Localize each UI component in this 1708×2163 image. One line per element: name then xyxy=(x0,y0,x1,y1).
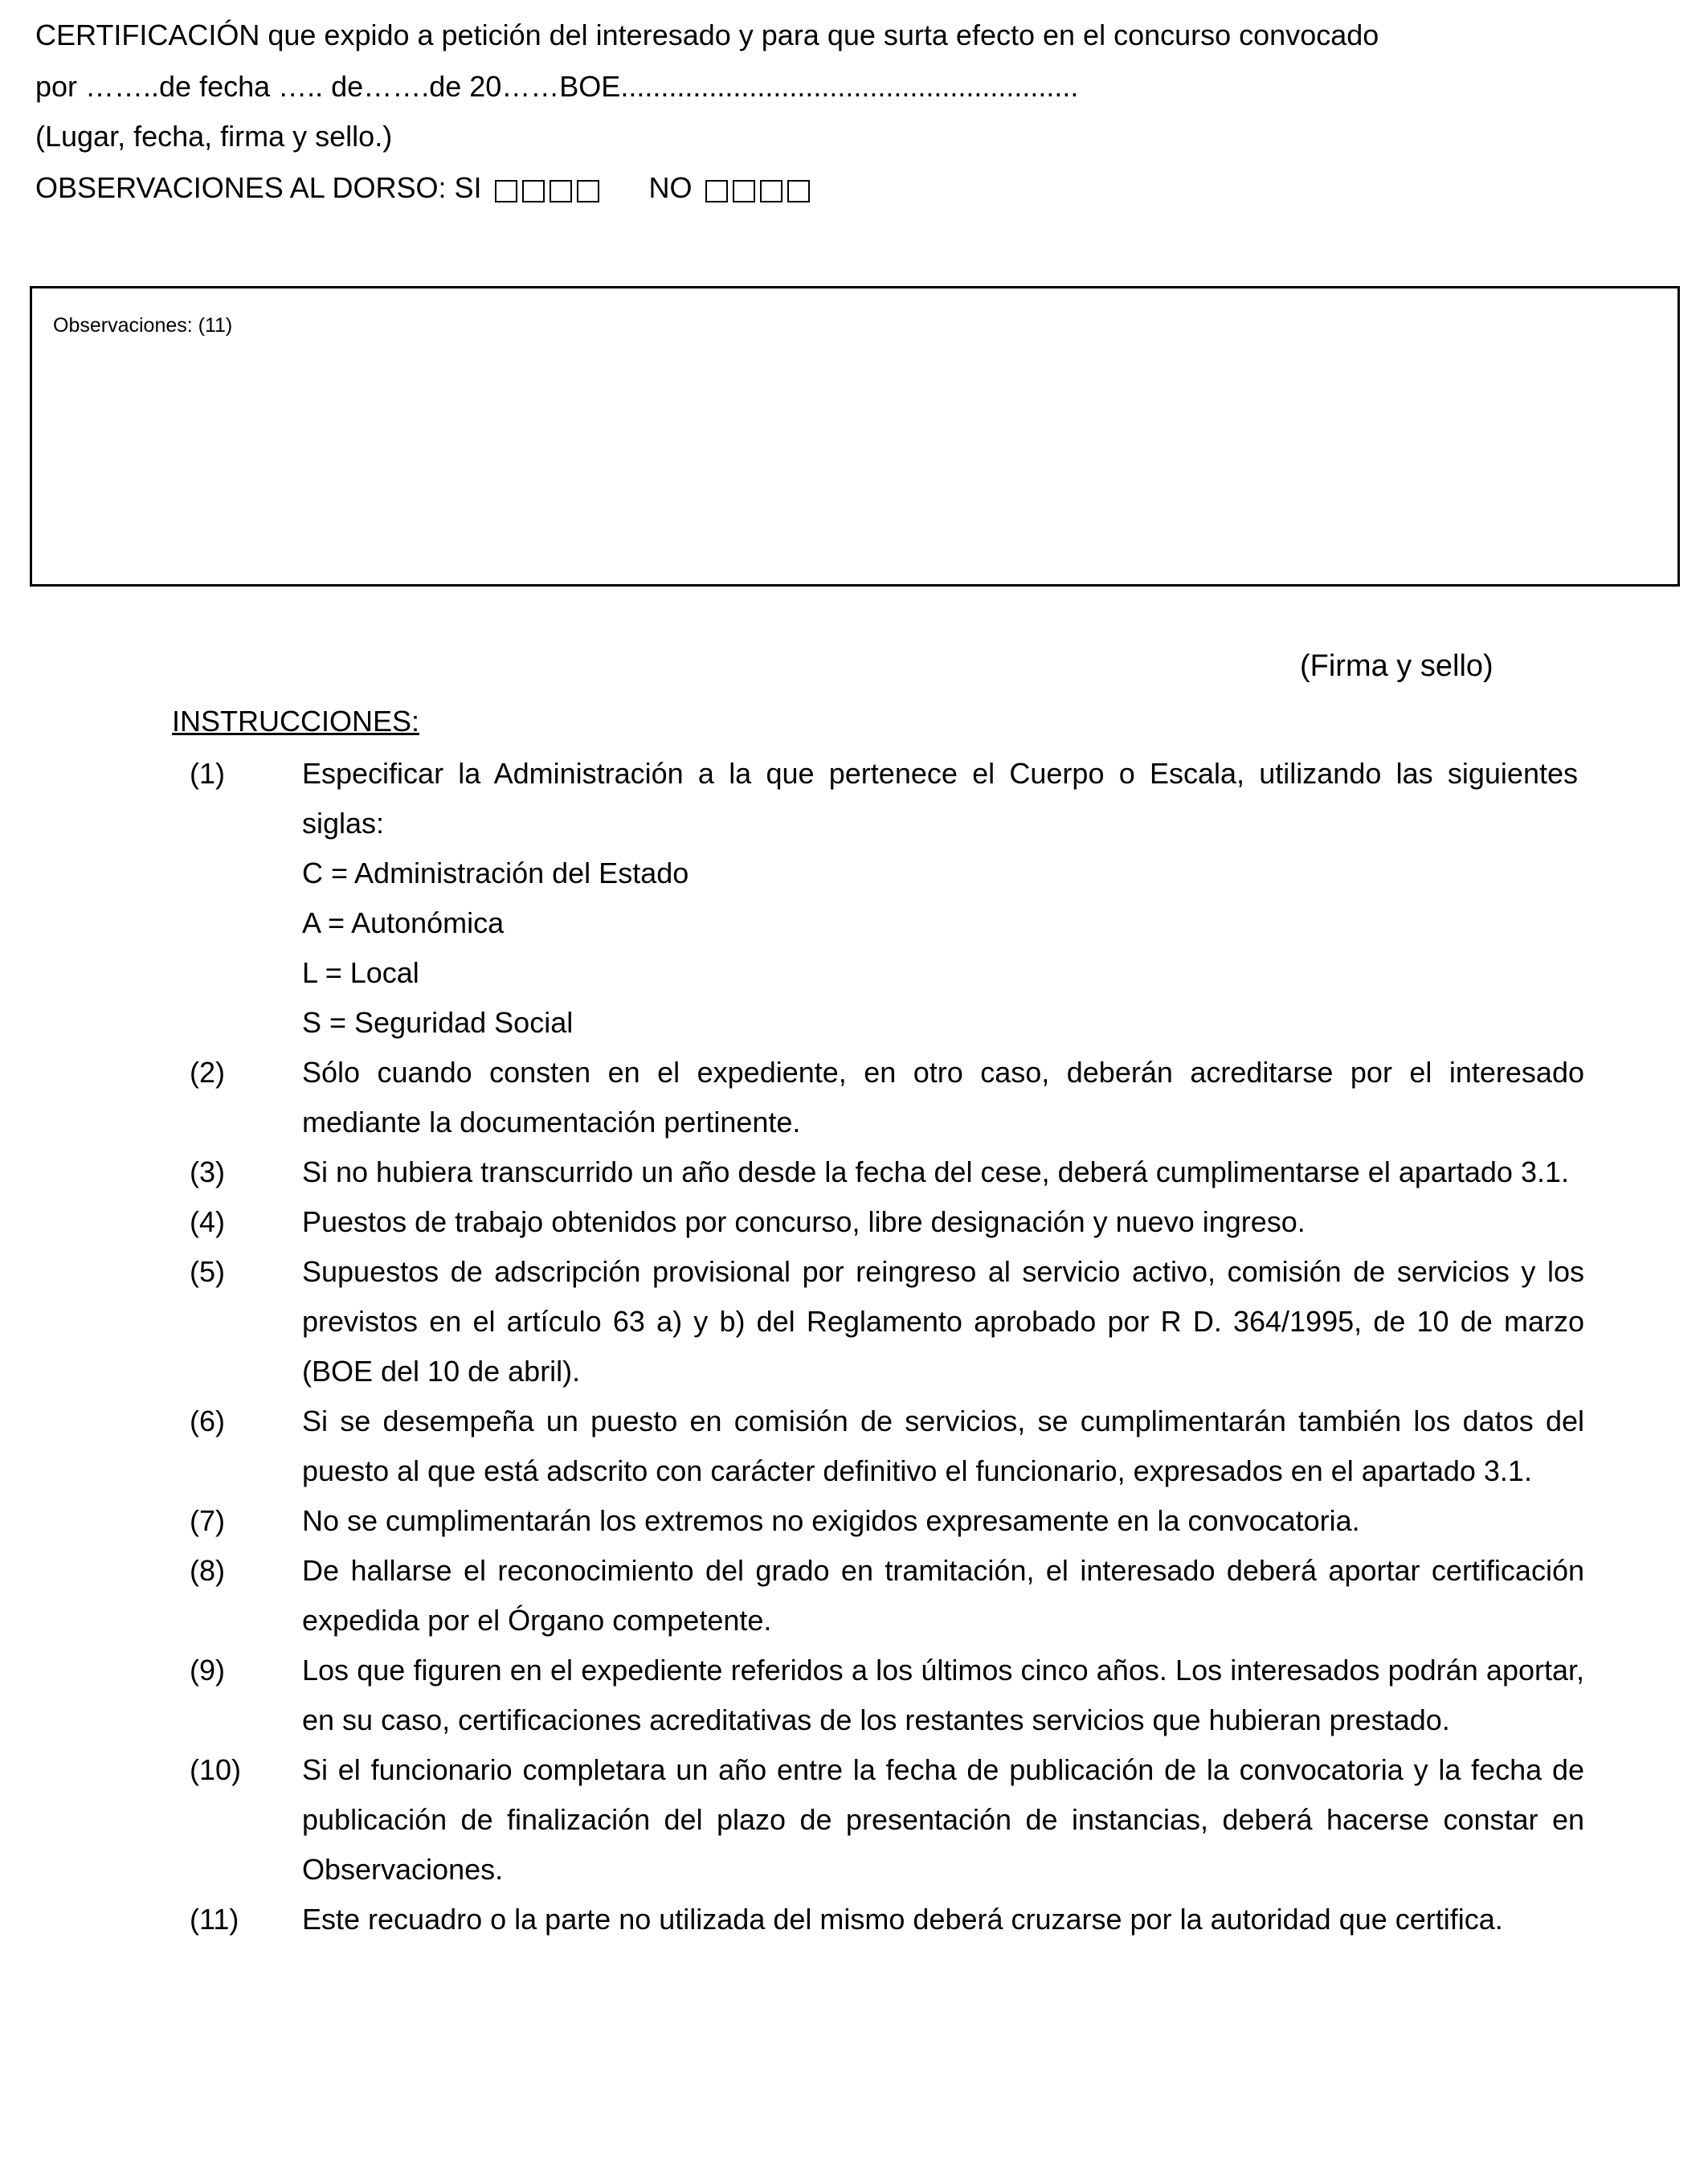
instruccion-text: Supuestos de adscripción provisional por reingreso al servicio activo, comisión de servicios y los previstos en el artículo 63 a) y b) del Reglamento aprobado por R D. 364/1995, de 10 de marzo (BOE del 10 de abril). xyxy=(302,1255,1584,1388)
lugar-fecha-line: (Lugar, fecha, firma y sello.) xyxy=(35,120,393,153)
instruccion-text: Sólo cuando consten en el expediente, en otro caso, deberán acreditarse por el interesado mediante la documentación pertinente. xyxy=(302,1056,1584,1139)
observaciones-box-label: Observaciones: (11) xyxy=(53,314,233,337)
instruccion-text: Puestos de trabajo obtenidos por concurso, libre designación y nuevo ingreso. xyxy=(302,1205,1306,1238)
instruccion-text: Si se desempeña un puesto en comisión de servicios, se cumplimentarán también los datos del puesto al que está adscrito con carácter definitivo el funcionario, expresados en el apartado 3.1. xyxy=(302,1405,1584,1487)
instruccion-number: (1) xyxy=(190,757,225,790)
no-checkbox-1[interactable] xyxy=(705,180,728,202)
instruccion-item-1 xyxy=(190,749,1584,848)
instruccion-text: No se cumplimentarán los extremos no exigidos expresamente en la convocatoria. xyxy=(302,1504,1360,1537)
instruccion-number: (8) xyxy=(190,1554,225,1587)
instrucciones-title: INSTRUCCIONES: xyxy=(172,705,420,738)
instruccion-number: (9) xyxy=(190,1654,225,1687)
observaciones-box[interactable] xyxy=(30,286,1680,587)
sigla-a: A = Autonómica xyxy=(302,906,505,939)
certificacion-line: CERTIFICACIÓN que expido a petición del interesado y para que surta efecto en el concurso convocado xyxy=(35,18,1379,51)
instruccion-number: (2) xyxy=(190,1056,225,1089)
instruccion-number: (7) xyxy=(190,1504,225,1537)
instruccion-item-10 xyxy=(190,1745,1584,1895)
sigla-c: C = Administración del Estado xyxy=(302,857,689,889)
instruccion-item-5 xyxy=(190,1247,1584,1396)
instruccion-text: Este recuadro o la parte no utilizada del mismo deberá cruzarse por la autoridad que certifica. xyxy=(302,1903,1503,1936)
instruccion-item-6 xyxy=(190,1396,1584,1496)
instruccion-number: (3) xyxy=(190,1155,225,1188)
no-checkbox-3[interactable] xyxy=(760,180,782,202)
instruccion-item-7 xyxy=(190,1496,1584,1546)
si-checkbox-2[interactable] xyxy=(522,180,545,202)
no-label: NO xyxy=(648,171,693,204)
instruccion-item-2 xyxy=(190,1048,1584,1147)
instruccion-item-9 xyxy=(190,1646,1584,1745)
sigla-s: S = Seguridad Social xyxy=(302,1006,574,1039)
firma-sello-label: (Firma y sello) xyxy=(1300,649,1493,683)
sigla-l: L = Local xyxy=(302,956,419,989)
si-checkbox-1[interactable] xyxy=(495,180,517,202)
instruccion-item-11 xyxy=(190,1895,1584,1944)
instruccion-item-3 xyxy=(190,1147,1584,1197)
convocatoria-line: por ……..de fecha ….. de…….de 20……BOE......................................................... xyxy=(35,70,1079,103)
observaciones-dorso-label: OBSERVACIONES AL DORSO: SI xyxy=(35,171,482,204)
instruccion-text: De hallarse el reconocimiento del grado en tramitación, el interesado deberá aportar certificación expedida por el Órgano competente. xyxy=(302,1554,1584,1637)
observaciones-dorso-row xyxy=(35,169,815,209)
instruccion-number: (4) xyxy=(190,1205,225,1238)
instruccion-number: (6) xyxy=(190,1405,225,1437)
no-checkbox-4[interactable] xyxy=(787,180,810,202)
instruccion-number: (11) xyxy=(190,1903,239,1936)
instruccion-text: Especificar la Administración a la que pertenece el Cuerpo o Escala, utilizando las siguientes siglas: xyxy=(302,757,1578,840)
instruccion-text: Si el funcionario completara un año entre la fecha de publicación de la convocatoria y la fecha de publicación de finalización del plazo de presentación de instancias, deberá hacerse constar en Observaciones. xyxy=(302,1753,1584,1886)
instrucciones-list xyxy=(190,749,1584,1944)
no-checkbox-group xyxy=(705,170,815,209)
si-checkbox-4[interactable] xyxy=(577,180,599,202)
si-checkbox-group xyxy=(495,170,604,209)
instruccion-item-8 xyxy=(190,1546,1584,1646)
no-checkbox-2[interactable] xyxy=(733,180,755,202)
instruccion-number: (10) xyxy=(190,1753,242,1786)
instruccion-text: Los que figuren en el expediente referidos a los últimos cinco años. Los interesados podrán aportar, en su caso, certificaciones acreditativas de los restantes servicios que hubieran prestado. xyxy=(302,1654,1584,1736)
instruccion-number: (5) xyxy=(190,1255,225,1288)
instruccion-text: Si no hubiera transcurrido un año desde la fecha del cese, deberá cumplimentarse el apartado 3.1. xyxy=(302,1155,1569,1188)
instruccion-item-4 xyxy=(190,1197,1584,1247)
si-checkbox-3[interactable] xyxy=(550,180,572,202)
